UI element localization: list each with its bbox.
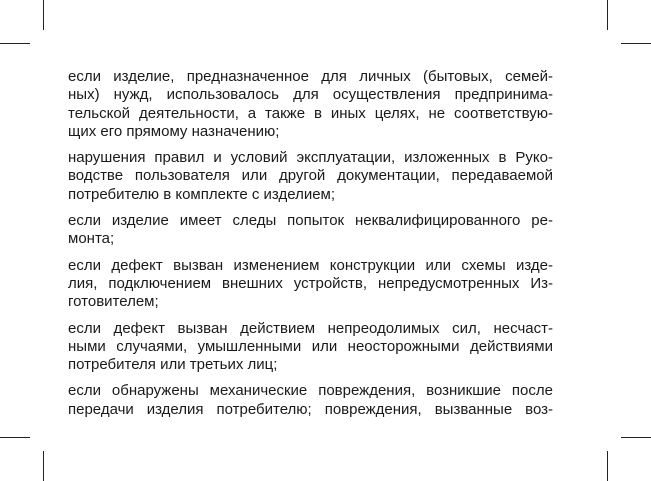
paragraph-design-changes	[68, 257, 553, 312]
text-line: монта;	[68, 230, 115, 248]
crop-mark-bottom-left-vertical	[43, 451, 44, 481]
text-line: нарушения правил и условий эксплуатации, изложенных в Руко-	[68, 149, 553, 167]
paragraph-personal-use	[68, 68, 553, 141]
crop-mark-bottom-left-horizontal	[0, 437, 30, 438]
paragraph-mechanical-damage	[68, 382, 553, 419]
crop-mark-bottom-right-horizontal	[621, 437, 651, 438]
crop-mark-top-right-horizontal	[621, 43, 651, 44]
text-line: лия, подключением внешних устройств, непредусмотренных Из-	[68, 274, 553, 292]
text-line: если дефект вызван действием непреодолимых сил, несчаст-	[68, 319, 553, 337]
text-line: передачи изделия потребителю; повреждения, вызванные воз-	[68, 400, 553, 418]
text-line: если обнаружены механические повреждения, возникшие после	[68, 382, 553, 400]
crop-mark-top-left-horizontal	[0, 43, 30, 44]
paragraph-unqualified-repair	[68, 212, 553, 249]
text-line: потребителю в комплекте с изделием;	[68, 185, 336, 203]
crop-mark-bottom-right-vertical	[607, 451, 608, 481]
text-line: потребителя или третьих лиц;	[68, 356, 278, 374]
text-line: тельской деятельности, а также в иных целях, не соответствую-	[68, 104, 553, 122]
text-line: щих его прямому назначению;	[68, 122, 280, 140]
text-line: если дефект вызван изменением конструкции или схемы изде-	[68, 256, 553, 274]
paragraph-operating-rules	[68, 149, 553, 204]
text-line: водстве пользователя или другой документации, передаваемой	[68, 167, 553, 185]
crop-mark-top-right-vertical	[607, 0, 608, 30]
crop-mark-top-left-vertical	[43, 0, 44, 30]
paragraph-force-majeure	[68, 320, 553, 375]
text-line: ных) нужд, использовалось для осуществления предпринима-	[68, 86, 553, 104]
text-line: если изделие имеет следы попыток неквалифицированного ре-	[68, 212, 553, 230]
text-line: готовителем;	[68, 293, 159, 311]
text-line: ными случаями, умышленными или неосторожными действиями	[68, 337, 553, 355]
text-line: если изделие, предназначенное для личных (бытовых, семей-	[68, 68, 553, 85]
document-body	[68, 68, 553, 427]
